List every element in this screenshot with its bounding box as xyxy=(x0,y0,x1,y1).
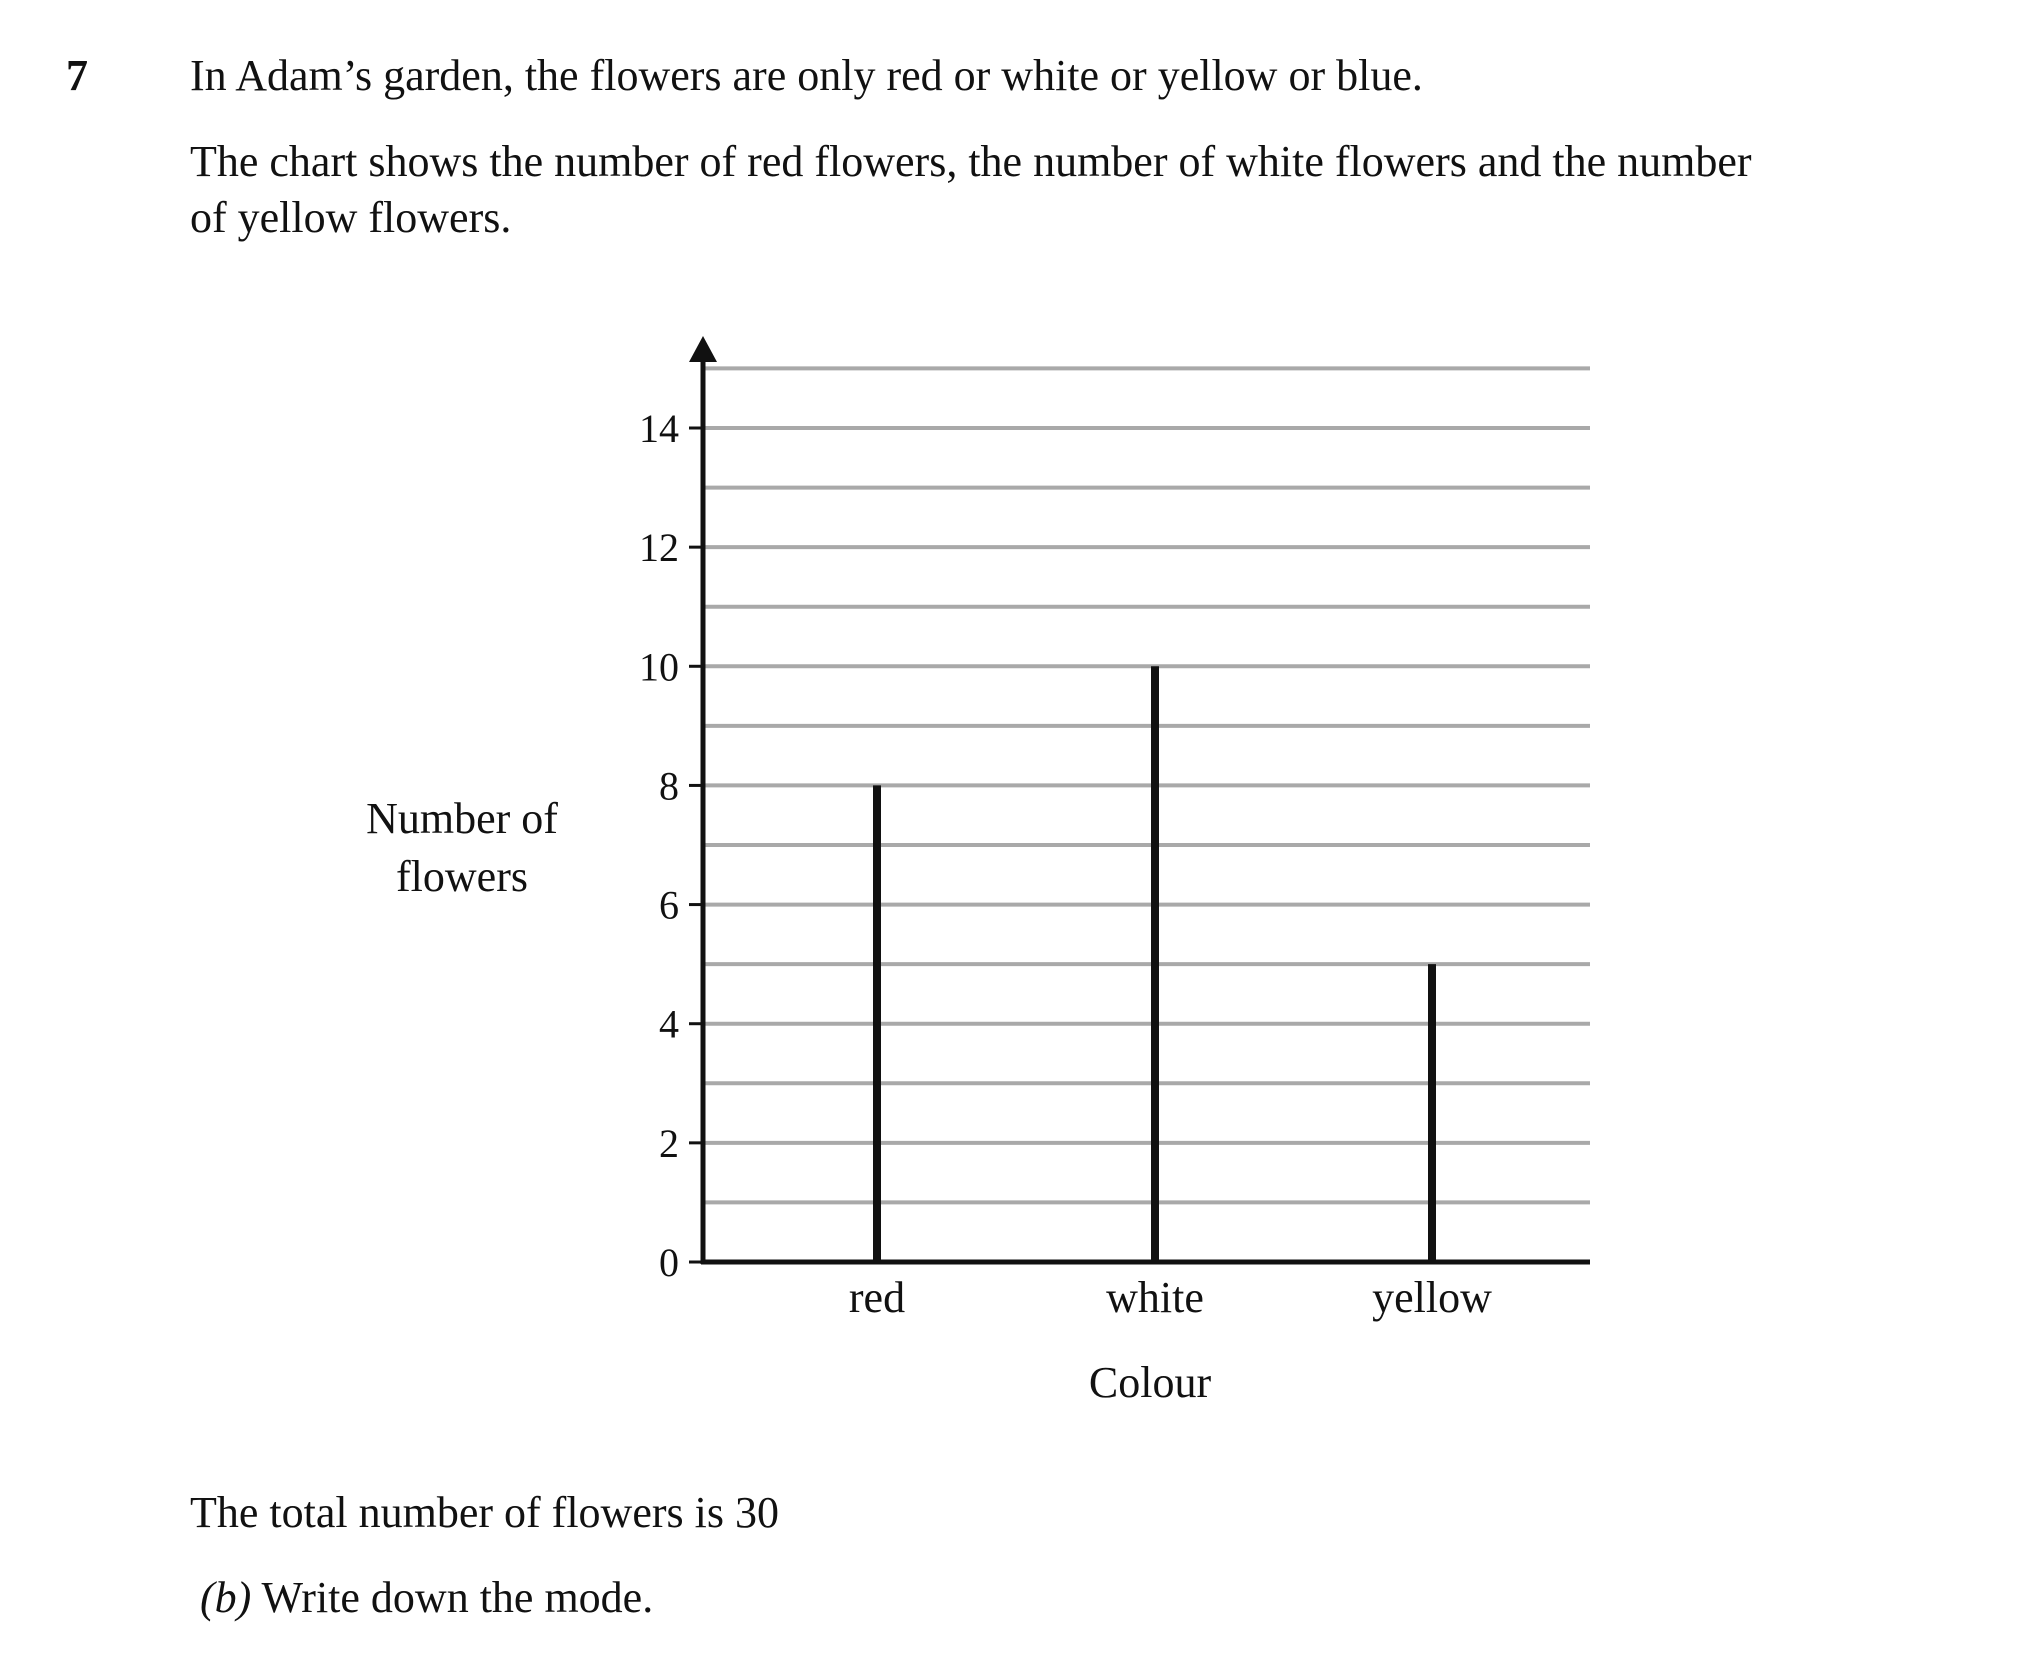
y-tick-label: 0 xyxy=(659,1240,679,1285)
y-tick-label: 8 xyxy=(659,763,679,809)
gridlines xyxy=(703,368,1590,1202)
y-tick-label: 4 xyxy=(659,1001,679,1047)
y-tick-label: 2 xyxy=(659,1120,679,1166)
y-ticks xyxy=(639,406,703,1285)
question-part-b xyxy=(200,1570,653,1626)
category-label-yellow: yellow xyxy=(1372,1273,1492,1322)
part-letter: (b) xyxy=(200,1573,252,1622)
y-axis-label-line-1: Number of xyxy=(366,794,558,843)
category-label-red: red xyxy=(848,1273,906,1322)
total-sentence: The total number of flowers is 30 xyxy=(190,1488,779,1537)
part-text: Write down the mode. xyxy=(261,1573,654,1622)
y-tick-label: 12 xyxy=(639,525,679,571)
axes xyxy=(689,336,1590,1264)
question-intro: In Adam’s garden, the flowers are only red or white or yellow or blue. xyxy=(190,51,1423,100)
y-axis-label-line-2: flowers xyxy=(396,852,528,901)
chart-description-line-2: of yellow flowers. xyxy=(190,193,512,242)
category-label-white: white xyxy=(1106,1273,1204,1322)
x-axis-label: Colour xyxy=(1088,1358,1212,1407)
y-tick-label: 14 xyxy=(639,406,679,451)
chart-description-line-1: The chart shows the number of red flowers, the number of white flowers and the number xyxy=(190,137,1752,186)
y-axis-arrowhead xyxy=(689,336,717,362)
question-number: 7 xyxy=(66,51,88,100)
category-labels xyxy=(849,1273,1492,1322)
y-tick-label: 10 xyxy=(639,644,679,690)
y-tick-label: 6 xyxy=(659,882,679,928)
